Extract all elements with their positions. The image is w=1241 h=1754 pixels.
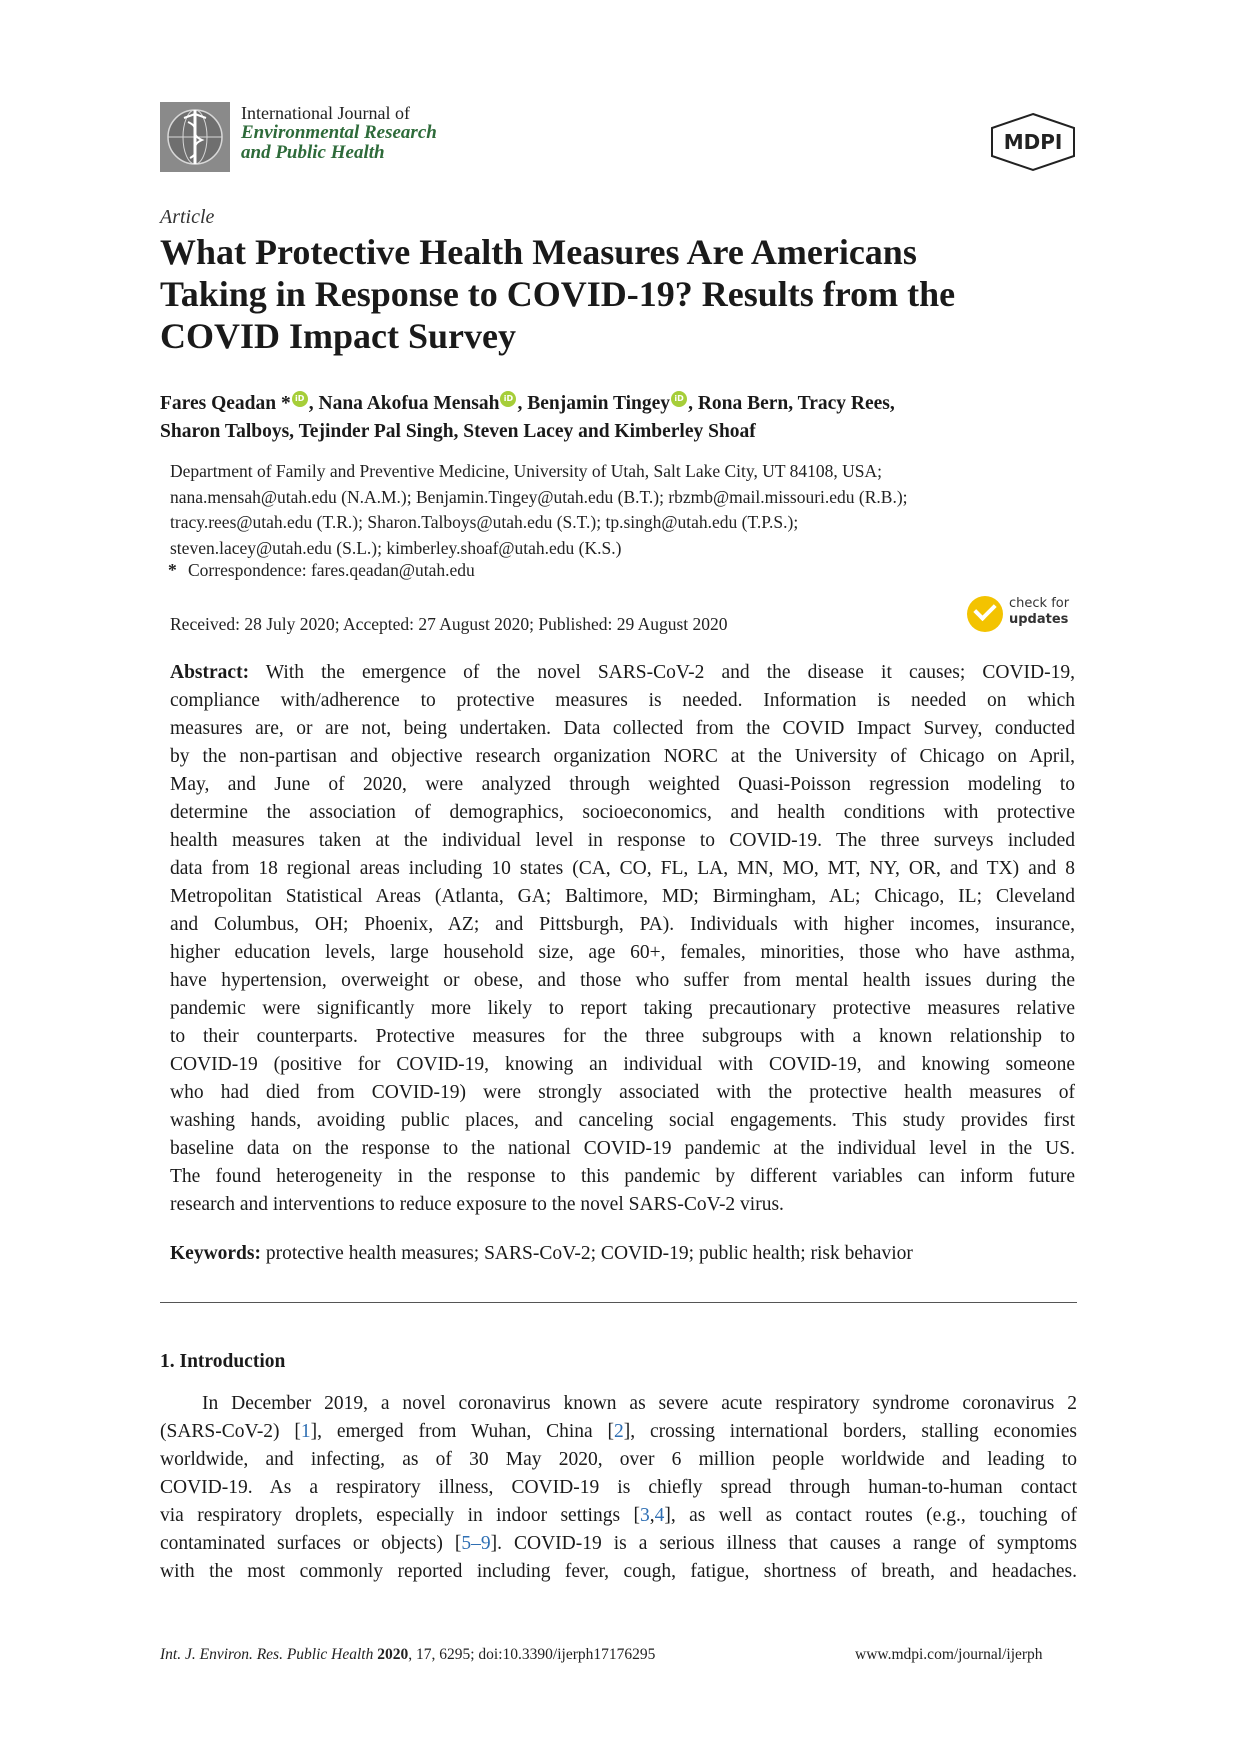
affiliation-line: Department of Family and Preventive Medicine, University of Utah, Salt Lake City, UT 84108, USA; [170,461,883,481]
publication-dates: Received: 28 July 2020; Accepted: 27 August 2020; Published: 29 August 2020 [170,614,728,634]
check-for-updates-badge[interactable] [967,594,1082,636]
citation-footer [160,1646,655,1664]
keywords-label: Keywords: [170,1243,261,1264]
title-line: COVID Impact Survey [160,316,516,356]
journal-url[interactable]: www.mdpi.com/journal/ijerph [855,1646,1043,1663]
abstract-line: COVID-19 (positive for COVID-19, knowing an individual with COVID-19, and knowing someone [170,1054,1075,1075]
abstract-line: by the non-partisan and objective research organization NORC at the University of Chicago on April, [170,746,1075,767]
section-heading: 1. Introduction [160,1351,286,1372]
journal-name[interactable] [241,103,437,163]
abstract-line: who had died from COVID-19) were strongly associated with the protective health measures of [170,1082,1075,1103]
check-updates-line2: updates [1009,612,1069,627]
intro-line: (SARS-CoV-2) [1], emerged from Wuhan, China [2], crossing international borders, stalling economies [160,1421,1077,1442]
journal-name-line2: Environmental Research [241,122,437,143]
author-tingey[interactable]: , Benjamin Tingey [517,393,671,414]
intro-line: In December 2019, a novel coronavirus known as severe acute respiratory syndrome coronavirus 2 [202,1393,1077,1414]
abstract [170,659,1075,1219]
affiliation-line[interactable]: tracy.rees@utah.edu (T.R.); Sharon.Talboys@utah.edu (S.T.); tp.singh@utah.edu (T.P.S.); [170,512,799,532]
author-mensah[interactable]: , Nana Akofua Mensah [308,393,500,414]
citation-link[interactable]: 4 [654,1505,665,1526]
abstract-line: higher education levels, large household size, age 60+, females, minorities, those who have asthma, [170,942,1075,963]
footer-year: 2020 [377,1646,409,1663]
affiliation-line[interactable]: steven.lacey@utah.edu (S.L.); kimberley.shoaf@utah.edu (K.S.) [170,537,622,558]
abstract-line: and Columbus, OH; Phoenix, AZ; and Pittsburgh, PA). Individuals with higher incomes, insurance, [170,914,1075,935]
abstract-line: The found heterogeneity in the response to this pandemic by different variables can inform future [170,1166,1075,1187]
abstract-line: baseline data on the response to the national COVID-19 pandemic at the individual level in the US. [170,1138,1075,1159]
orcid-icon[interactable] [500,391,516,407]
mdpi-logo-text: MDPI [1003,130,1063,154]
intro-line: contaminated surfaces or objects) [5–9]. COVID-19 is a serious illness that causes a range of symptoms [160,1533,1077,1554]
abstract-line: measures are, or are not, being undertaken. Data collected from the COVID Impact Survey, conducted [170,718,1075,739]
abstract-line: With the emergence of the novel SARS-CoV-2 and the disease it causes; COVID-19, [249,662,1075,683]
citation-link[interactable]: 5–9 [461,1533,491,1554]
abstract-label: Abstract: [170,662,250,683]
citation-link[interactable]: 3 [639,1505,650,1526]
check-updates-line1: check for [1009,596,1070,611]
abstract-line: have hypertension, overweight or obese, and those who suffer from mental health issues during the [170,970,1075,991]
mdpi-hexagon-icon [988,112,1078,172]
intro-line: COVID-19. As a respiratory illness, COVID-19 is chiefly spread through human-to-human contact [160,1477,1077,1498]
mdpi-logo[interactable] [988,112,1078,172]
article-type: Article [160,206,215,228]
abstract-line: health measures taken at the individual level in response to COVID-19. The three surveys included [170,830,1075,851]
keywords-text: protective health measures; SARS-CoV-2; COVID-19; public health; risk behavior [261,1243,913,1264]
correspondence-star: * [168,560,177,580]
author-qeadan[interactable]: Fares Qeadan * [160,393,291,414]
author-bern-rees[interactable]: , Rona Bern, Tracy Rees, [688,393,895,414]
abstract-line: to their counterparts. Protective measures for the three subgroups with a known relationship to [170,1026,1075,1047]
abstract-line: determine the association of demographics, socioeconomics, and health conditions with protective [170,802,1075,823]
intro-line: via respiratory droplets, especially in indoor settings [3,4], as well as contact routes (e.g., touching of [160,1505,1077,1526]
introduction-body [160,1390,1077,1586]
abstract-line: washing hands, avoiding public places, and canceling social engagements. This study provides first [170,1110,1075,1131]
citation-link[interactable]: 2 [614,1421,624,1442]
footer-doi[interactable]: , 17, 6295; doi:10.3390/ijerph17176295 [408,1646,656,1663]
paper-title [160,231,1100,357]
globe-caduceus-icon [160,102,230,172]
abstract-line: compliance with/adherence to protective measures is needed. Information is needed on which [170,690,1075,711]
title-line: What Protective Health Measures Are Americans [160,232,917,272]
author-list [160,390,1100,446]
affiliation-line[interactable]: nana.mensah@utah.edu (N.A.M.); Benjamin.Tingey@utah.edu (B.T.); rbzmb@mail.missouri.edu (R.B.); [170,486,908,507]
orcid-icon[interactable] [292,391,308,407]
orcid-icon[interactable] [671,391,687,407]
title-line: Taking in Response to COVID-19? Results from the [160,274,956,314]
affiliation-block [170,459,1100,561]
journal-name-line1: International Journal of [241,103,410,123]
correspondence[interactable] [168,560,475,581]
abstract-line: data from 18 regional areas including 10 states (CA, CO, FL, LA, MN, MO, MT, NY, OR, and TX) and 8 [170,858,1075,879]
abstract-line: May, and June of 2020, were analyzed through weighted Quasi-Poisson regression modeling to [170,774,1075,795]
journal-logo [160,102,230,172]
intro-line: worldwide, and infecting, as of 30 May 2020, over 6 million people worldwide and leading to [160,1449,1077,1470]
citation-link[interactable]: 1 [300,1421,311,1442]
footer-journal: Int. J. Environ. Res. Public Health [160,1646,374,1663]
section-divider [160,1302,1077,1303]
author-line-2: Sharon Talboys, Tejinder Pal Singh, Steven Lacey and Kimberley Shoaf [160,421,756,442]
abstract-line: pandemic were significantly more likely to report taking precautionary protective measures relative [170,998,1075,1019]
abstract-line: research and interventions to reduce exposure to the novel SARS-CoV-2 virus. [170,1194,784,1215]
journal-name-line3: and Public Health [241,142,385,163]
keywords [170,1243,1075,1265]
intro-line: with the most commonly reported including fever, cough, fatigue, shortness of breath, and headaches. [160,1561,1077,1582]
abstract-line: Metropolitan Statistical Areas (Atlanta, GA; Baltimore, MD; Birmingham, AL; Chicago, IL; Cleveland [170,886,1075,907]
correspondence-text[interactable]: Correspondence: fares.qeadan@utah.edu [188,560,475,580]
